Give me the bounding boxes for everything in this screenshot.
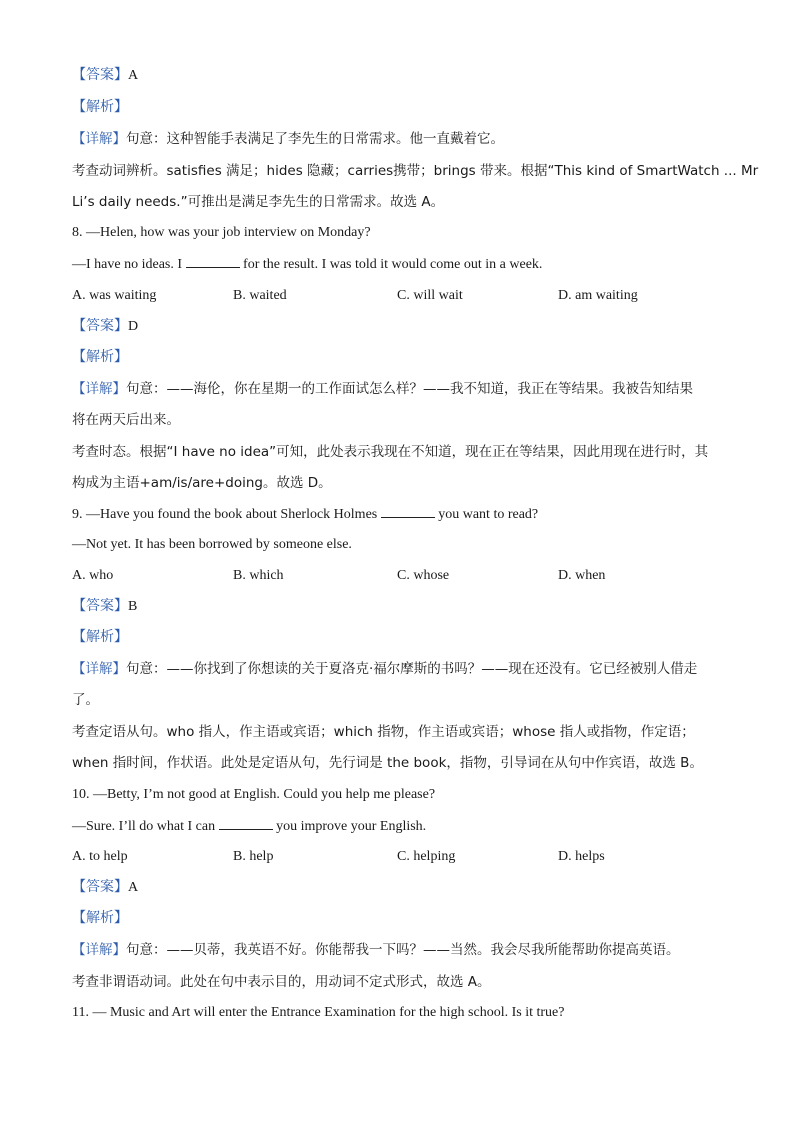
question-text: —I have no ideas. I bbox=[72, 257, 186, 272]
explanation-line: when 指时间，作状语。此处是定语从句，先行词是 the book，指物，引导词在从句中作宾语，故选 B。 bbox=[72, 755, 703, 771]
answer-line bbox=[72, 879, 138, 897]
detail-tag: 【详解】 bbox=[72, 381, 126, 397]
detail-tag: 【详解】 bbox=[72, 942, 126, 958]
option-a: A. was waiting bbox=[72, 288, 157, 303]
answer-blank bbox=[219, 817, 273, 830]
detail-line: 将在两天后出来。 bbox=[72, 412, 180, 428]
answer-value: A bbox=[128, 68, 139, 83]
analysis-heading bbox=[72, 910, 128, 928]
answer-line bbox=[72, 318, 138, 336]
analysis-heading bbox=[72, 629, 128, 647]
detail-tag: 【详解】 bbox=[72, 661, 126, 677]
answer-blank bbox=[186, 255, 240, 268]
option-b: B. help bbox=[233, 849, 274, 864]
answer-tag: 【答案】 bbox=[72, 319, 128, 334]
option-d: D. helps bbox=[558, 849, 605, 864]
answer-line bbox=[72, 67, 138, 85]
answer-tag: 【答案】 bbox=[72, 68, 128, 83]
option-a: A. to help bbox=[72, 849, 128, 864]
analysis-tag: 【解析】 bbox=[72, 911, 128, 926]
question-line: —Not yet. It has been borrowed by someone else. bbox=[72, 537, 352, 552]
option-a: A. who bbox=[72, 568, 114, 583]
question-stem bbox=[72, 505, 538, 524]
question-text: —Sure. I’ll do what I can bbox=[72, 819, 219, 834]
question-line bbox=[72, 255, 542, 274]
answer-tag: 【答案】 bbox=[72, 599, 128, 614]
option-c: C. whose bbox=[397, 568, 450, 583]
question-stem: 11. — Music and Art will enter the Entrance Examination for the high school. Is it true? bbox=[72, 1005, 565, 1020]
question-text: you want to read? bbox=[434, 507, 539, 522]
question-stem: 8. —Helen, how was your job interview on Monday? bbox=[72, 225, 371, 240]
question-text: 9. —Have you found the book about Sherlock Holmes bbox=[72, 507, 381, 522]
question-line bbox=[72, 817, 426, 836]
question-text: for the result. I was told it would come out in a week. bbox=[239, 257, 543, 272]
detail-line bbox=[72, 941, 680, 959]
detail-line bbox=[72, 660, 697, 678]
detail-line: 了。 bbox=[72, 692, 99, 708]
question-stem: 10. —Betty, I’m not good at English. Could you help me please? bbox=[72, 787, 436, 802]
detail-text: 句意：——海伦，你在星期一的工作面试怎么样？——我不知道，我正在等结果。我被告知结果 bbox=[126, 381, 693, 397]
detail-text: 句意：——你找到了你想读的关于夏洛克·福尔摩斯的书吗？——现在还没有。它已经被别人借走 bbox=[126, 661, 698, 677]
option-c: C. will wait bbox=[397, 288, 463, 303]
answer-line bbox=[72, 598, 137, 616]
detail-line bbox=[72, 130, 504, 148]
option-d: D. am waiting bbox=[558, 288, 638, 303]
answer-tag: 【答案】 bbox=[72, 880, 128, 895]
answer-value: A bbox=[128, 880, 139, 895]
detail-tag: 【详解】 bbox=[72, 131, 126, 147]
option-b: B. waited bbox=[233, 288, 287, 303]
analysis-tag: 【解析】 bbox=[72, 350, 128, 365]
explanation-line: 考查时态。根据“I have no idea”可知，此处表示我现在不知道，现在正在等结果，因此用现在进行时，其 bbox=[72, 444, 709, 460]
option-c: C. helping bbox=[397, 849, 456, 864]
answer-blank bbox=[381, 505, 435, 518]
explanation-line: 考查动词辨析。satisfies 满足；hides 隐藏；carries携带；brings 带来。根据“This kind of SmartWatch ... Mr bbox=[72, 163, 759, 179]
detail-text: 句意：——贝蒂，我英语不好。你能帮我一下吗？——当然。我会尽我所能帮助你提高英语。 bbox=[126, 942, 680, 958]
option-b: B. which bbox=[233, 568, 284, 583]
detail-line bbox=[72, 380, 693, 398]
explanation-line: 构成为主语+am/is/are+doing。故选 D。 bbox=[72, 475, 332, 491]
explanation-line: 考查定语从句。who 指人，作主语或宾语；which 指物，作主语或宾语；whose 指人或指物，作定语； bbox=[72, 724, 695, 740]
analysis-heading bbox=[72, 99, 128, 117]
option-d: D. when bbox=[558, 568, 606, 583]
explanation-line: Li’s daily needs.”可推出是满足李先生的日常需求。故选 A。 bbox=[72, 194, 445, 210]
analysis-tag: 【解析】 bbox=[72, 630, 128, 645]
analysis-heading bbox=[72, 349, 128, 367]
answer-value: D bbox=[128, 319, 139, 334]
answer-value: B bbox=[128, 599, 138, 614]
detail-text: 句意：这种智能手表满足了李先生的日常需求。他一直戴着它。 bbox=[126, 131, 504, 147]
explanation-line: 考查非谓语动词。此处在句中表示目的，用动词不定式形式，故选 A。 bbox=[72, 974, 491, 990]
analysis-tag: 【解析】 bbox=[72, 100, 128, 115]
question-text: you improve your English. bbox=[272, 819, 427, 834]
